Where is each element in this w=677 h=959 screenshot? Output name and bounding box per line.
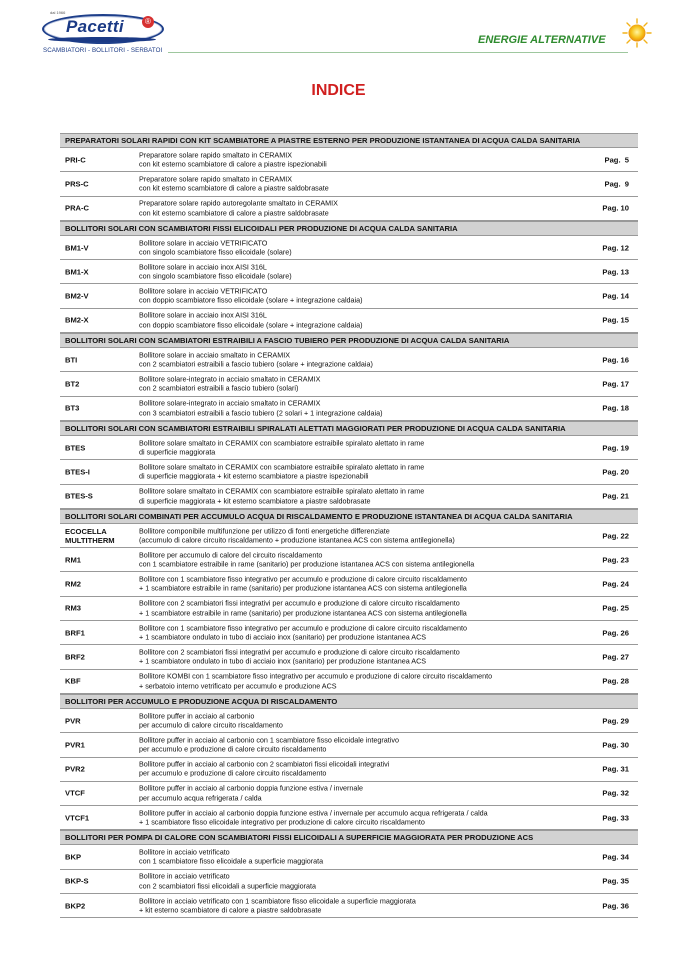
description-line-2: + serbatoio interno vetrificato per accumulo e produzione ACS (139, 681, 337, 691)
page-reference: Pag. 18 (602, 403, 629, 413)
description-line-1: Bollitore solare in acciaio inox AISI 316L (139, 262, 267, 272)
table-row (60, 284, 638, 308)
description-line-2: con doppio scambiatore fisso elicoidale (solare + integrazione caldaia) (139, 320, 363, 330)
product-code: BTES-S (65, 491, 93, 501)
page-reference: Pag. 9 (604, 179, 629, 189)
logo-badge: ® (142, 16, 154, 28)
table-row (60, 548, 638, 572)
table-row (60, 197, 638, 221)
page-reference: Pag. 25 (602, 603, 629, 613)
product-description (139, 711, 579, 730)
description-line-2: + kit esterno scambiatore di calore a piastre saldobrasate (139, 905, 322, 915)
table-row (60, 709, 638, 733)
description-line-2: di superficie maggiorata + kit esterno scambiatore a piastre saldobrasate (139, 496, 371, 506)
product-code: BM1-V (65, 243, 89, 253)
table-row (60, 260, 638, 284)
description-line-2: con singolo scambiatore fisso elicoidale (solare) (139, 247, 292, 257)
table-row (60, 348, 638, 372)
product-code: BTES (65, 443, 86, 453)
product-code: RM3 (65, 603, 82, 613)
description-line-2: con kit esterno scambiatore di calore a piastre saldobrasate (139, 208, 329, 218)
description-line-2: per accumulo e produzione di calore circuito riscaldamento (139, 769, 327, 779)
table-row (60, 621, 638, 645)
description-line-2: con 3 scambiatori estraibili a fascio tubiero (2 solari + 1 integrazione caldaia) (139, 408, 383, 418)
page-reference: Pag. 26 (602, 628, 629, 638)
description-line-1: Bollitore solare in acciaio VETRIFICATO (139, 238, 268, 248)
page-reference: Pag. 24 (602, 579, 629, 589)
description-line-1: Bollitore con 2 scambiatori fissi integrativi per accumulo e produzione di calore circuito riscaldamento (139, 647, 460, 657)
description-line-2: con 1 scambiatore estraibile in rame (sanitario) per produzione istantanea ACS con sistema antilegionella (139, 559, 475, 569)
product-code: BT2 (65, 379, 80, 389)
product-code: BM1-X (65, 267, 89, 277)
product-code: BKP2 (65, 901, 86, 911)
product-description (139, 784, 579, 803)
description-line-1: Preparatore solare rapido autoregolante smaltato in CERAMIX (139, 198, 338, 208)
product-description (139, 375, 579, 394)
description-line-2: + 1 scambiatore fisso elicoidale integrativo per produzione di calore circuito riscaldamento (139, 817, 425, 827)
product-description (139, 623, 579, 642)
product-code: BRF1 (65, 628, 85, 638)
description-line-1: Bollitore puffer in acciaio al carbonio (139, 711, 255, 721)
table-row (60, 485, 638, 509)
description-line-2: + 1 scambiatore ondulato in tubo di acciaio inox (sanitario) per produzione istantanea ACS (139, 656, 427, 666)
description-line-1: Bollitore con 2 scambiatori fissi integrativi per accumulo e produzione di calore circuito riscaldamento (139, 599, 460, 609)
section-header: BOLLITORI SOLARI CON SCAMBIATORI ESTRAIBILI A FASCIO TUBIERO PER PRODUZIONE DI ACQUA CALDA SANITARIA (60, 333, 638, 348)
product-description (139, 526, 579, 545)
table-row (60, 572, 638, 596)
product-description (139, 463, 579, 482)
product-description (139, 736, 579, 755)
product-code: BTES-I (65, 467, 90, 477)
product-description (139, 263, 579, 282)
table-row (60, 236, 638, 260)
energie-alternative-label: ENERGIE ALTERNATIVE (478, 34, 606, 46)
description-line-1: Bollitore solare-integrato in acciaio smaltato in CERAMIX (139, 399, 321, 409)
product-description (139, 438, 579, 457)
description-line-1: Bollitore in acciaio vetrificato con 1 scambiatore fisso elicoidale a superficie maggiorata (139, 896, 416, 906)
product-description (139, 199, 579, 218)
logo-since: dal 1966 (50, 10, 66, 15)
page-reference: Pag. 22 (602, 531, 629, 540)
product-code: BRF2 (65, 652, 85, 662)
product-description (139, 848, 579, 867)
page-reference: Pag. 13 (602, 267, 629, 277)
product-description (139, 350, 579, 369)
page-reference: Pag. 19 (602, 443, 629, 453)
page-reference: Pag. 28 (602, 676, 629, 686)
table-row (60, 372, 638, 396)
page-reference: Pag. 21 (602, 491, 629, 501)
product-description (139, 551, 579, 570)
description-line-1: Bollitore in acciaio vetrificato (139, 847, 230, 857)
product-description (139, 648, 579, 667)
description-line-2: con 1 scambiatore fisso elicoidale a superficie maggiorata (139, 857, 324, 867)
section-header: BOLLITORI PER POMPA DI CALORE CON SCAMBIATORI FISSI ELICOIDALI A SUPERFICIE MAGGIORATA PER PRODUZIONE ACS (60, 830, 638, 845)
page-reference: Pag. 29 (602, 716, 629, 726)
product-code: PRI-C (65, 155, 86, 165)
page-reference: Pag. 14 (602, 291, 629, 301)
description-line-1: Bollitore solare in acciaio smaltato in CERAMIX (139, 350, 290, 360)
page-reference: Pag. 31 (602, 764, 629, 774)
description-line-1: Bollitore puffer in acciaio al carbonio doppia funzione estiva / invernale (139, 784, 364, 794)
description-line-2: di superficie maggiorata + kit esterno scambiatore a piastre ispezionabili (139, 471, 369, 481)
table-row (60, 894, 638, 918)
description-line-1: Preparatore solare rapido smaltato in CERAMIX (139, 150, 293, 160)
product-code: BKP (65, 852, 82, 862)
product-description (139, 150, 579, 169)
description-line-2: con singolo scambiatore fisso elicoidale (solare) (139, 271, 292, 281)
product-description (139, 599, 579, 618)
description-line-1: Bollitore per accumulo di calore del circuito riscaldamento (139, 550, 323, 560)
section-header: BOLLITORI SOLARI CON SCAMBIATORI FISSI ELICOIDALI PER PRODUZIONE DI ACQUA CALDA SANITARIA (60, 221, 638, 236)
page-reference: Pag. 5 (604, 155, 629, 165)
page-reference: Pag. 10 (602, 203, 629, 213)
product-code: BKP-S (65, 876, 89, 886)
sun-icon (622, 18, 652, 48)
description-line-1: Preparatore solare rapido smaltato in CERAMIX (139, 174, 293, 184)
section-header: PREPARATORI SOLARI RAPIDI CON KIT SCAMBIATORE A PIASTRE ESTERNO PER PRODUZIONE ISTANTANEA DI ACQUA CALDA SANITARIA (60, 133, 638, 148)
description-line-1: Bollitore solare smaltato in CERAMIX con scambiatore estraibile spiralato alettato in rame (139, 462, 425, 472)
section-header: BOLLITORI SOLARI COMBINATI PER ACCUMULO ACQUA DI RISCALDAMENTO E PRODUZIONE ISTANTANEA DI ACQUA CALDA SANITARIA (60, 509, 638, 524)
product-code: PVR2 (65, 764, 85, 774)
product-code: PVR (65, 716, 81, 726)
description-line-2: per accumulo acqua refrigerata / calda (139, 793, 262, 803)
product-description (139, 287, 579, 306)
header-rule (168, 52, 628, 53)
table-row (60, 309, 638, 333)
description-line-2: con 2 scambiatori fissi elicoidali a superficie maggiorata (139, 881, 316, 891)
section-header: BOLLITORI SOLARI CON SCAMBIATORI ESTRAIBILI SPIRALATI ALETTATI MAGGIORATI PER PRODUZIONE DI ACQUA CALDA SANITARIA (60, 421, 638, 436)
page-reference: Pag. 27 (602, 652, 629, 662)
table-row (60, 597, 638, 621)
description-line-1: Bollitore puffer in acciaio al carbonio doppia funzione estiva / invernale per accumulo acqua refrigerata / calda (139, 808, 488, 818)
description-line-1: Bollitore in acciaio vetrificato (139, 872, 230, 882)
table-row (60, 460, 638, 484)
description-line-2: per accumulo e produzione di calore circuito riscaldamento (139, 744, 327, 754)
description-line-1: Bollitore con 1 scambiatore fisso integrativo per accumulo e produzione di calore circuito riscaldamento (139, 574, 467, 584)
description-line-1: Bollitore solare smaltato in CERAMIX con scambiatore estraibile spiralato alettato in rame (139, 438, 425, 448)
table-row (60, 782, 638, 806)
product-code: PRS-C (65, 179, 89, 189)
table-row (60, 758, 638, 782)
product-description (139, 872, 579, 891)
page-reference: Pag. 15 (602, 315, 629, 325)
page-reference: Pag. 20 (602, 467, 629, 477)
product-code: KBF (65, 676, 81, 686)
description-line-2: + 1 scambiatore estraibile in rame (sanitario) per produzione istantanea ACS con sistema antilegionella (139, 584, 467, 594)
page-reference: Pag. 16 (602, 355, 629, 365)
page-reference: Pag. 34 (602, 852, 629, 862)
description-line-2: per accumulo di calore circuito riscaldamento (139, 720, 283, 730)
product-description (139, 487, 579, 506)
logo-name: Pacetti (66, 17, 124, 36)
description-line-1: Bollitore solare-integrato in acciaio smaltato in CERAMIX (139, 374, 321, 384)
table-row (60, 148, 638, 172)
product-description (139, 575, 579, 594)
product-code: BTI (65, 355, 78, 365)
product-description (139, 808, 579, 827)
product-code: BM2-X (65, 315, 89, 325)
pacetti-logo (42, 10, 167, 58)
description-line-2: + 1 scambiatore ondulato in tubo di acciaio inox (sanitario) per produzione istantanea ACS (139, 632, 427, 642)
logo-tagline: SCAMBIATORI - BOLLITORI - SERBATOI (43, 47, 163, 54)
description-line-2: con kit esterno scambiatore di calore a piastre saldobrasate (139, 183, 329, 193)
table-row (60, 806, 638, 830)
product-code: PRA-C (65, 203, 90, 213)
product-code: BT3 (65, 403, 80, 413)
description-line-1: Bollitore puffer in acciaio al carbonio con 2 scambiatori fissi elicoidali integrativi (139, 759, 390, 769)
page-header (0, 0, 677, 70)
product-code: ECOCELLA MULTITHERM (65, 526, 115, 545)
description-line-1: Bollitore solare in acciaio inox AISI 316L (139, 311, 267, 321)
product-code: RM2 (65, 579, 82, 589)
product-code: BM2-V (65, 291, 89, 301)
page-reference: Pag. 30 (602, 740, 629, 750)
page-reference: Pag. 12 (602, 243, 629, 253)
description-line-2: con kit esterno scambiatore di calore a piastre ispezionabili (139, 159, 327, 169)
description-line-1: Bollitore componibile multifunzione per utilizzo di fonti energetiche differenziate (139, 526, 390, 536)
product-code: VTCF1 (65, 813, 90, 823)
product-code: RM1 (65, 555, 82, 565)
product-code: PVR1 (65, 740, 85, 750)
product-description (139, 896, 579, 915)
page-reference: Pag. 35 (602, 876, 629, 886)
table-row (60, 670, 638, 694)
table-row (60, 733, 638, 757)
page-reference: Pag. 32 (602, 788, 629, 798)
product-description (139, 175, 579, 194)
description-line-1: Bollitore con 1 scambiatore fisso integrativo per accumulo e produzione di calore circuito riscaldamento (139, 623, 467, 633)
table-row (60, 645, 638, 669)
product-description (139, 311, 579, 330)
table-row (60, 845, 638, 869)
section-header: BOLLITORI PER ACCUMULO E PRODUZIONE ACQUA DI RISCALDAMENTO (60, 694, 638, 709)
table-row (60, 524, 638, 548)
product-description (139, 760, 579, 779)
description-line-2: + 1 scambiatore estraibile in rame (sanitario) per produzione istantanea ACS con sistema antilegionella (139, 608, 467, 618)
description-line-1: Bollitore solare in acciaio VETRIFICATO (139, 286, 268, 296)
description-line-1: Bollitore KOMBI con 1 scambiatore fisso integrativo per accumulo e produzione di calore circuito riscaldamento (139, 671, 493, 681)
index-table (60, 133, 638, 918)
page-reference: Pag. 33 (602, 813, 629, 823)
description-line-1: Bollitore solare smaltato in CERAMIX con scambiatore estraibile spiralato alettato in rame (139, 486, 425, 496)
product-description (139, 672, 579, 691)
description-line-2: (accumulo di calore circuito riscaldamento + produzione istantanea ACS con sistema antilegionella) (139, 535, 455, 545)
page-reference: Pag. 36 (602, 901, 629, 911)
page-reference: Pag. 23 (602, 555, 629, 565)
product-description (139, 399, 579, 418)
table-row (60, 436, 638, 460)
page-reference: Pag. 17 (602, 379, 629, 389)
page-title: INDICE (311, 82, 366, 99)
description-line-2: con 2 scambiatori estraibili a fascio tubiero (solari) (139, 384, 299, 394)
table-row (60, 172, 638, 196)
table-row (60, 397, 638, 421)
description-line-1: Bollitore puffer in acciaio al carbonio con 1 scambiatore fisso elicoidale integrativo (139, 735, 399, 745)
product-code: VTCF (65, 788, 85, 798)
description-line-2: con doppio scambiatore fisso elicoidale (solare + integrazione caldaia) (139, 296, 363, 306)
logo-swoosh (48, 37, 156, 42)
description-line-2: di superficie maggiorata (139, 447, 216, 457)
product-description (139, 238, 579, 257)
table-row (60, 870, 638, 894)
description-line-2: con 2 scambiatori estraibili a fascio tubiero (solare + integrazione caldaia) (139, 359, 373, 369)
